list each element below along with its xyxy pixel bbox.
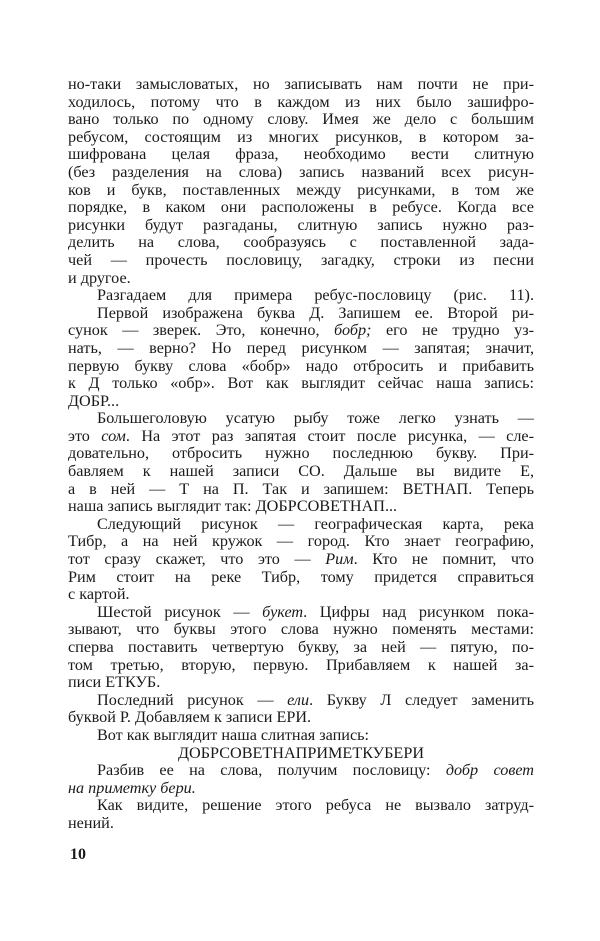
text-line: [68, 234, 534, 252]
text-line: [68, 498, 534, 516]
text-line: [68, 270, 534, 288]
text-segment: делить на слова, сообразуясь с поставленной зада-: [68, 233, 534, 252]
text-segment: Первой изображена буква Д. Запишем ее. Второй ри-: [97, 303, 534, 322]
text-segment: ДОБР...: [68, 391, 120, 410]
text-line: [68, 199, 534, 217]
text-segment: писи ЕТКУБ.: [68, 673, 161, 692]
text-line: [68, 445, 534, 463]
text-segment: рисунки будут разгаданы, слитную запись нужно раз-: [68, 215, 534, 234]
page-number: 10: [70, 846, 86, 863]
italic-text: Рим: [325, 550, 354, 569]
text-line: [68, 604, 534, 622]
text-segment: тот сразу скажет, что это —: [68, 550, 326, 569]
italic-text: сом: [101, 426, 126, 445]
italic-text: добр совет: [445, 761, 535, 780]
italic-text: ели: [287, 690, 310, 709]
text-line: [68, 428, 534, 446]
text-segment: с картой.: [68, 585, 130, 604]
text-segment: . Кто не помнит, что: [353, 550, 534, 569]
text-line: [68, 551, 534, 569]
text-segment: его не трудно уз-: [371, 321, 534, 340]
text-line: [68, 463, 534, 481]
text-line: [68, 481, 534, 499]
text-line: [68, 375, 534, 393]
text-line: [68, 305, 534, 323]
text-line: [68, 815, 534, 833]
text-line: [68, 410, 534, 428]
text-segment: порядке, в каком они расположены в ребусе. Когда все: [68, 198, 534, 217]
text-segment: и другое.: [68, 268, 131, 287]
text-segment: том третью, вторую, первую. Прибавляем к нашей за-: [68, 655, 534, 674]
text-segment: Последний рисунок —: [97, 690, 288, 709]
text-segment: нений.: [68, 813, 114, 832]
text-line: [68, 252, 534, 270]
text-segment: Тибр, а на ней кружок — город. Кто знает географию,: [68, 532, 534, 551]
text-segment: вано только по одному слову. Имея же дело с большим: [68, 110, 534, 129]
text-segment: Как видите, решение этого ребуса не вызвало затруд-: [97, 796, 534, 815]
book-page-text: [68, 76, 534, 833]
text-line: [68, 569, 534, 587]
text-line: [68, 393, 534, 411]
text-segment: это: [68, 426, 102, 445]
text-segment: а в ней — Т на П. Так и запишем: ВЕТНАП. Теперь: [68, 479, 534, 498]
text-line: [68, 76, 534, 94]
italic-text: на приметку бери.: [68, 778, 196, 797]
text-segment: Разгадаем для примера ребус-пословицу (рис. 11).: [97, 286, 534, 305]
text-line: [68, 322, 534, 340]
text-line: [68, 674, 534, 692]
text-line: [68, 709, 534, 727]
text-line: [68, 657, 534, 675]
text-line: [68, 745, 534, 763]
text-segment: ребусом, состоящим из многих рисунков, в котором за-: [68, 127, 534, 146]
text-segment: чей — прочесть пословицу, загадку, строки из песни: [68, 250, 534, 269]
text-segment: нать, — верно? Но перед рисунком — запятая; значит,: [68, 338, 534, 357]
text-line: [68, 111, 534, 129]
text-segment: бавляем к нашей записи СО. Дальше вы видите Е,: [68, 462, 534, 481]
text-segment: Большеголовую усатую рыбу тоже легко узнать —: [97, 409, 534, 428]
text-line: [68, 780, 534, 798]
italic-text: бобр;: [334, 321, 372, 340]
text-segment: сунок — зверек. Это, конечно,: [68, 321, 335, 340]
text-segment: Вот как выглядит наша слитная запись:: [97, 725, 370, 744]
text-line: [68, 516, 534, 534]
text-line: [68, 727, 534, 745]
text-segment: шифрована целая фраза, необходимо вести слитную: [68, 145, 534, 164]
text-segment: первую букву слова «бобр» надо отбросить и прибавить: [68, 356, 534, 375]
text-line: [68, 287, 534, 305]
text-segment: Следующий рисунок — географическая карта, река: [97, 514, 534, 533]
text-line: [68, 692, 534, 710]
text-segment: буквой Р. Добавляем к записи ЕРИ.: [68, 708, 312, 727]
text-line: [68, 797, 534, 815]
text-segment: сперва поставить четвертую букву, за ней — пятую, по-: [68, 638, 534, 656]
italic-text: букет: [262, 602, 304, 621]
text-segment: Рим стоит на реке Тибр, тому придется справиться: [68, 567, 534, 586]
text-segment: к Д только «обр». Вот как выглядит сейчас наша запись:: [68, 374, 534, 393]
text-segment: но-таки замысловатых, но записывать нам почти не при-: [68, 75, 534, 93]
text-line: [68, 762, 534, 780]
text-line: [68, 146, 534, 164]
text-line: [68, 358, 534, 376]
text-line: [68, 639, 534, 657]
text-segment: ДОБРСОВЕТНАПРИМЕТКУБЕРИ: [177, 743, 425, 762]
text-line: [68, 164, 534, 182]
text-segment: Разбив ее на слова, получим пословицу:: [97, 761, 446, 780]
text-line: [68, 182, 534, 200]
text-segment: (без разделения на слова) запись названий всех рисун-: [68, 162, 534, 181]
text-segment: ков и букв, поставленных между рисунками, в том же: [68, 180, 534, 199]
text-line: [68, 94, 534, 112]
text-segment: . Букву Л следует заменить: [309, 690, 534, 709]
text-segment: Шестой рисунок —: [97, 602, 263, 621]
text-line: [68, 586, 534, 604]
text-segment: зывают, что буквы этого слова нужно поменять местами:: [68, 620, 534, 639]
text-line: [68, 129, 534, 147]
text-line: [68, 217, 534, 235]
text-segment: . На этот раз запятая стоит после рисунка, — сле-: [125, 426, 534, 445]
text-line: [68, 533, 534, 551]
text-line: [68, 340, 534, 358]
text-segment: довательно, отбросить нужно последнюю букву. При-: [68, 444, 534, 463]
text-segment: ходилось, потому что в каждом из них было зашифро-: [68, 92, 534, 111]
text-line: [68, 621, 534, 639]
text-segment: наша запись выглядит так: ДОБРСОВЕТНАП...: [68, 497, 398, 516]
text-segment: . Цифры над рисунком пока-: [303, 602, 534, 621]
